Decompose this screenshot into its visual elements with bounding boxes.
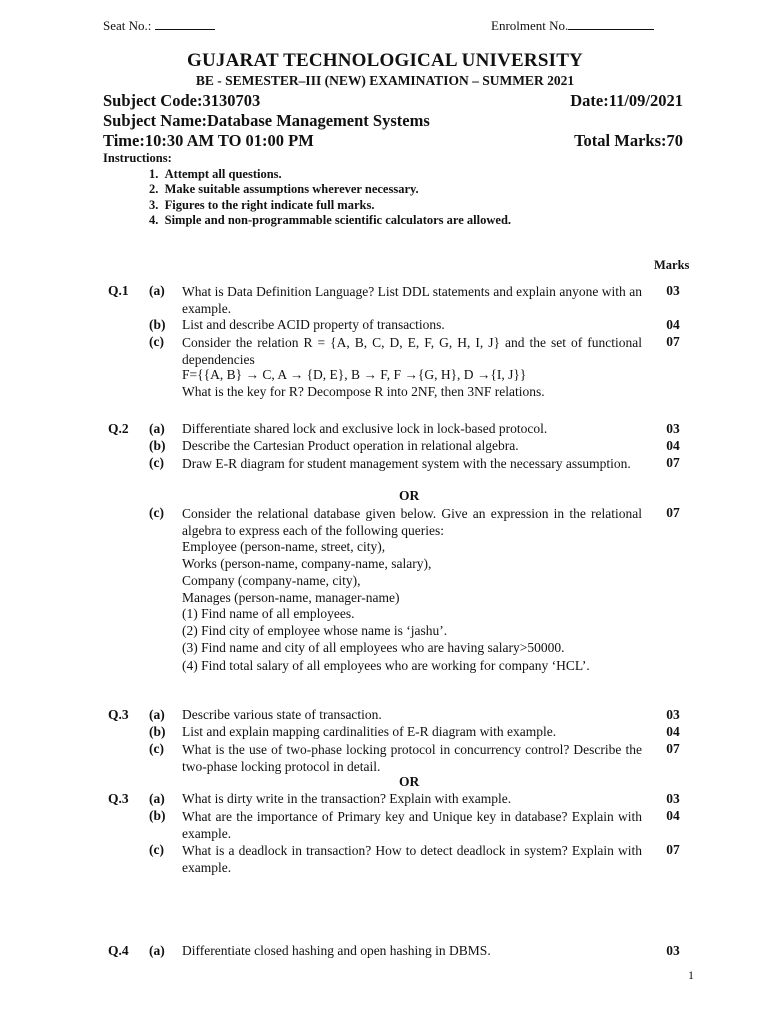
part-label: (c) [149, 741, 164, 756]
part-label: (b) [149, 317, 166, 332]
part-label: (b) [149, 808, 166, 823]
schema-line: Works (person-name, company-name, salary), [182, 556, 432, 571]
part-label: (a) [149, 283, 165, 298]
marks-value: 07 [666, 505, 680, 520]
part-label: (b) [149, 438, 166, 453]
instructions-heading: Instructions: [103, 151, 172, 165]
question-text: What are the importance of Primary key and Unique key in database? Explain with example. [182, 809, 642, 841]
marks-value: 03 [666, 791, 680, 806]
question-text: What is the use of two-phase locking protocol in concurrency control? Describe the two-phase locking protocol in detail. [182, 742, 642, 774]
query-line: (4) Find total salary of all employees who are working for company ‘HCL’. [182, 658, 590, 673]
enrolment-label: Enrolment No. [491, 18, 569, 33]
part-label: (c) [149, 505, 164, 520]
part-label: (c) [149, 334, 164, 349]
exam-time: Time:10:30 AM TO 01:00 PM [103, 131, 314, 150]
marks-value: 03 [666, 707, 680, 722]
instruction-text: Figures to the right indicate full marks. [164, 198, 375, 212]
question-text: What is the key for R? Decompose R into 2NF, then 3NF relations. [182, 384, 545, 399]
enrolment-no [491, 17, 654, 34]
seat-no [103, 17, 215, 34]
question-label: Q.1 [108, 283, 129, 298]
schema-line: Company (company-name, city), [182, 573, 361, 588]
enrolment-blank [568, 17, 654, 30]
instruction-num: 3. [149, 198, 159, 212]
instruction-2 [149, 182, 419, 197]
question-text: List and describe ACID property of transactions. [182, 317, 445, 332]
subject-name: Subject Name:Database Management Systems [103, 111, 430, 130]
instruction-text: Attempt all questions. [164, 167, 282, 181]
question-label: Q.3 [108, 707, 129, 722]
page-number: 1 [688, 968, 694, 982]
marks-value: 04 [666, 808, 680, 823]
marks-value: 07 [666, 455, 680, 470]
marks-value: 03 [666, 943, 680, 958]
schema-line: Employee (person-name, street, city), [182, 539, 386, 554]
marks-value: 07 [666, 842, 680, 857]
marks-value: 04 [666, 438, 680, 453]
part-label: (b) [149, 724, 166, 739]
part-label: (a) [149, 791, 165, 806]
question-label: Q.3 [108, 791, 129, 806]
subject-code: Subject Code:3130703 [103, 91, 261, 110]
marks-value: 07 [666, 334, 680, 349]
question-label: Q.2 [108, 421, 129, 436]
question-text: Differentiate closed hashing and open hashing in DBMS. [182, 943, 491, 958]
marks-value: 04 [666, 317, 680, 332]
query-line: (3) Find name and city of all employees who are having salary>50000. [182, 640, 565, 655]
marks-value: 03 [666, 421, 680, 436]
schema-line: Manages (person-name, manager-name) [182, 590, 400, 605]
seat-label: Seat No.: [103, 18, 152, 33]
exam-date: Date:11/09/2021 [570, 91, 683, 110]
question-text: Consider the relation R = {A, B, C, D, E, F, G, H, I, J} and the set of functional dependencies [182, 335, 642, 367]
query-line: (1) Find name of all employees. [182, 606, 355, 621]
instruction-1 [149, 167, 282, 182]
instruction-num: 1. [149, 167, 159, 181]
part-label: (a) [149, 421, 165, 436]
instruction-num: 4. [149, 213, 159, 227]
part-label: (c) [149, 842, 164, 857]
marks-value: 03 [666, 283, 680, 298]
instruction-3 [149, 198, 374, 213]
instruction-text: Simple and non-programmable scientific calculators are allowed. [164, 213, 512, 227]
university-title: GUJARAT TECHNOLOGICAL UNIVERSITY [187, 50, 583, 71]
question-text: Consider the relational database given below. Give an expression in the relational algebra to express each of the following queries: [182, 506, 642, 538]
marks-value: 04 [666, 724, 680, 739]
exam-title: BE - SEMESTER–III (NEW) EXAMINATION – SUMMER 2021 [195, 73, 575, 88]
or-separator: OR [399, 774, 420, 789]
part-label: (c) [149, 455, 164, 470]
instruction-4 [149, 213, 511, 228]
question-text: Draw E-R diagram for student management system with the necessary assumption. [182, 456, 631, 471]
question-text: What is dirty write in the transaction? Explain with example. [182, 791, 512, 806]
functional-dependencies: F={{A, B} → C, A → {D, E}, B → F, F →{G, H}, D →{I, J}} [182, 367, 527, 382]
marks-value: 07 [666, 741, 680, 756]
question-text: List and explain mapping cardinalities of E-R diagram with example. [182, 724, 557, 739]
seat-blank [155, 17, 215, 30]
marks-heading: Marks [654, 258, 690, 272]
question-text: What is a deadlock in transaction? How to detect deadlock in system? Explain with example. [182, 843, 642, 875]
question-text: Describe various state of transaction. [182, 707, 382, 722]
part-label: (a) [149, 707, 165, 722]
instruction-num: 2. [149, 182, 159, 196]
query-line: (2) Find city of employee whose name is ‘jashu’. [182, 623, 448, 638]
instruction-text: Make suitable assumptions wherever necessary. [164, 182, 419, 196]
question-text: What is Data Definition Language? List DDL statements and explain anyone with an example. [182, 284, 642, 316]
total-marks: Total Marks:70 [574, 131, 683, 150]
part-label: (a) [149, 943, 165, 958]
or-separator: OR [399, 488, 420, 503]
question-text: Differentiate shared lock and exclusive lock in lock-based protocol. [182, 421, 548, 436]
question-label: Q.4 [108, 943, 129, 958]
question-text: Describe the Cartesian Product operation in relational algebra. [182, 438, 519, 453]
